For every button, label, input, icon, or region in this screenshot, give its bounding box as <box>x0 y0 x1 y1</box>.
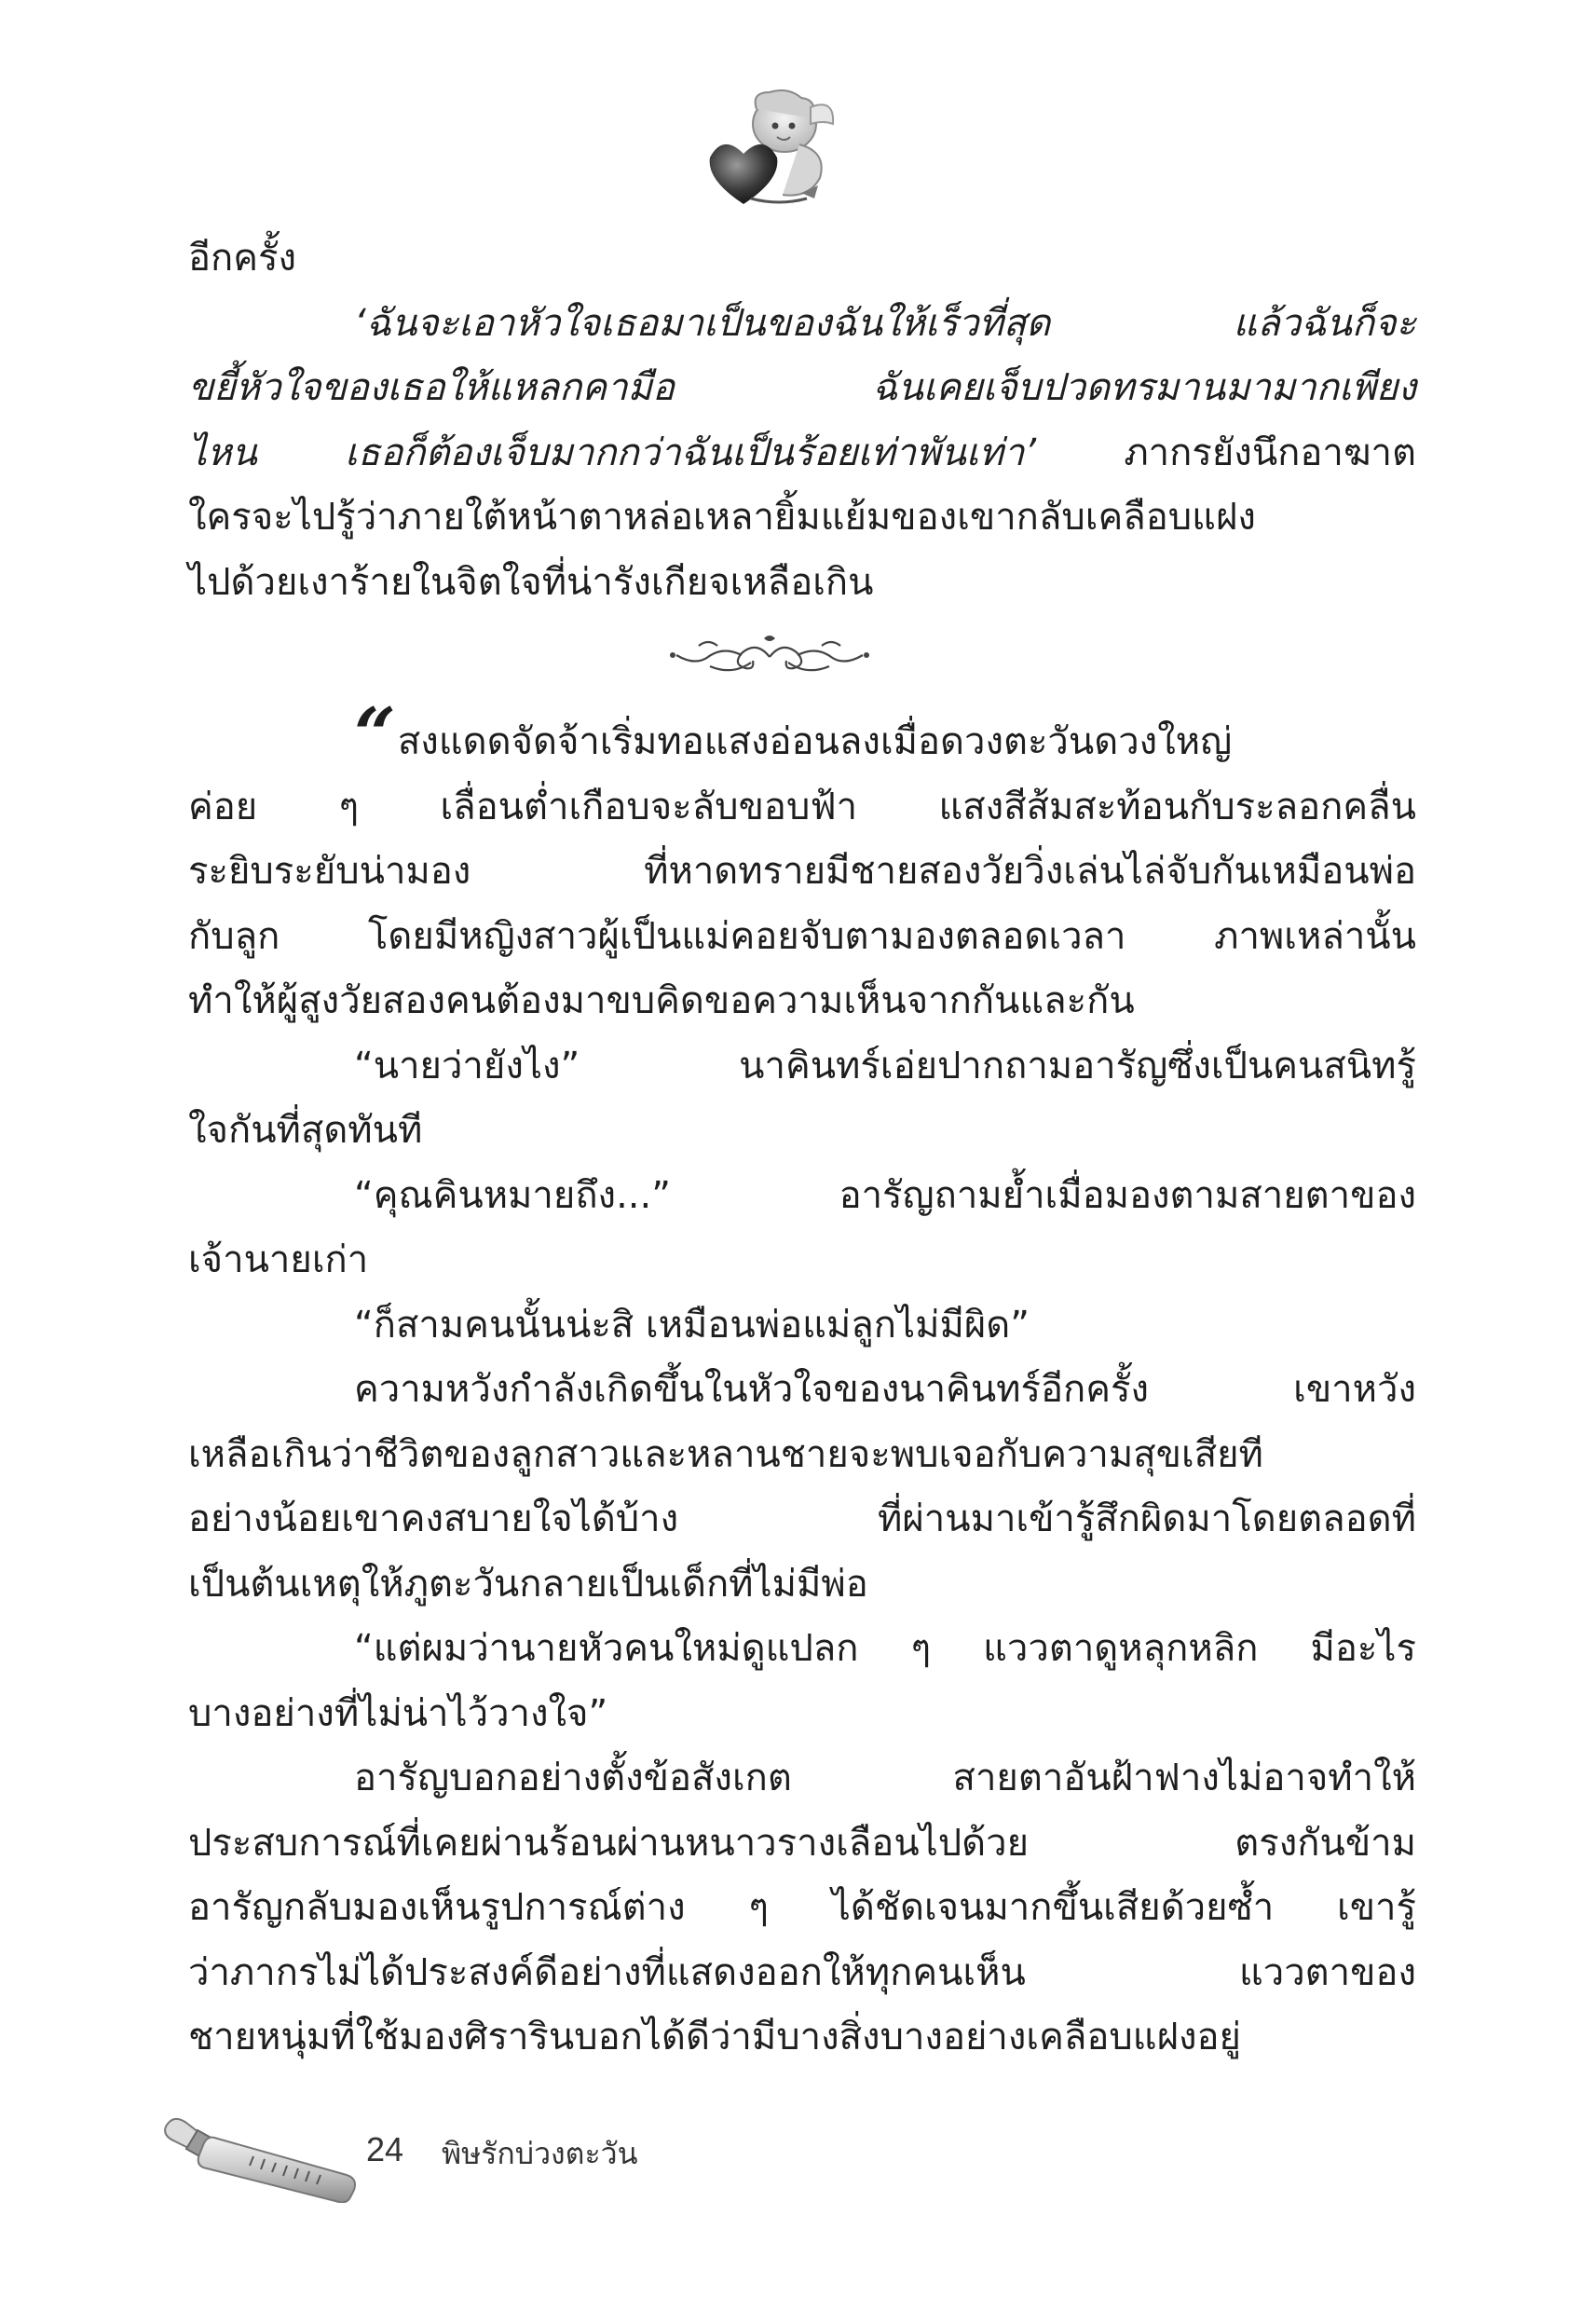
paragraph-line: อีกครั้ง <box>188 237 297 280</box>
narration-text: ภากรยังนึกอาฆาต <box>1036 431 1416 474</box>
paragraph-line: อารัญบอกอย่างตั้งข้อสังเกต สายตาอันฝ้าฟางไม่อาจทำให้ <box>354 1757 1416 1799</box>
paragraph-line: ใจกันที่สุดทันที <box>188 1109 423 1152</box>
paragraph-line: ไปด้วยเงาร้ายในจิตใจที่น่ารังเกียจเหลือเกิน <box>188 560 874 604</box>
page-number: 24 <box>366 2130 404 2168</box>
paragraph-line <box>188 692 1416 777</box>
paragraph-line: “ก็สามคนนั้นน่ะสิ เหมือนพ่อแม่ลูกไม่มีผิด” <box>354 1303 1030 1347</box>
baby-bottle-icon <box>160 2110 361 2203</box>
paragraph-line: “แต่ผมว่านายหัวคนใหม่ดูแปลก ๆ แววตาดูหลุกหลิก มีอะไร <box>354 1627 1416 1670</box>
paragraph-line: ใครจะไปรู้ว่าภายใต้หน้าตาหล่อเหลายิ้มแย้มของเขากลับเคลือบแฝง <box>188 496 1256 539</box>
cupid-with-heart-icon <box>699 89 839 214</box>
paragraph-line: อย่างน้อยเขาคงสบายใจได้บ้าง ที่ผ่านมาเข้ารู้สึกผิดมาโดยตลอดที่ <box>188 1497 1416 1540</box>
paragraph-line: “คุณคินหมายถึง...” อารัญถามย้ำเมื่อมองตามสายตาของ <box>354 1173 1416 1217</box>
inner-thought-text: ไหน เธอก็ต้องเจ็บมากกว่าฉันเป็นร้อยเท่าพันเท่า’ <box>188 431 1037 474</box>
paragraph-line: กับลูก โดยมีหญิงสาวผู้เป็นแม่คอยจับตามองตลอดเวลา ภาพเหล่านั้น <box>188 914 1416 958</box>
running-title: พิษรักบ่วงตะวัน <box>442 2136 638 2171</box>
paragraph-line: บางอย่างที่ไม่น่าไว้วางใจ” <box>188 1691 608 1735</box>
paragraph-line: ขยี้หัวใจของเธอให้แหลกคามือ ฉันเคยเจ็บปวดทรมานมามากเพียง <box>188 366 1416 409</box>
paragraph-line: อารัญกลับมองเห็นรูปการณ์ต่าง ๆ ได้ชัดเจนมากขึ้นเสียด้วยซ้ำ เขารู้ <box>188 1886 1416 1929</box>
paragraph-line: เป็นต้นเหตุให้ภูตะวันกลายเป็นเด็กที่ไม่มีพ่อ <box>188 1562 868 1606</box>
paragraph-line: ทำให้ผู้สูงวัยสองคนต้องมาขบคิดขอความเห็นจากกันและกัน <box>188 979 1135 1022</box>
passage-block-2 <box>188 692 1416 2071</box>
paragraph-line: ค่อย ๆ เลื่อนต่ำเกือบจะลับขอบฟ้า แสงสีส้มสะท้อนกับระลอกคลื่น <box>188 785 1416 828</box>
decorative-quote-mark: “ <box>354 692 390 777</box>
paragraph-line: เจ้านายเก่า <box>188 1238 369 1281</box>
paragraph-line: “นายว่ายังไง” นาคินทร์เอ่ยปากถามอารัญซึ่งเป็นคนสนิทรู้ <box>354 1044 1416 1087</box>
paragraph-line: ประสบการณ์ที่เคยผ่านร้อนผ่านหนาวรางเลือนไปด้วย ตรงกันข้าม <box>188 1821 1416 1865</box>
paragraph-line: ระยิบระยับน่ามอง ที่หาดทรายมีชายสองวัยวิ่งเล่นไล่จับกันเหมือนพ่อ <box>188 850 1416 893</box>
passage-block-1 <box>188 226 1416 615</box>
ornamental-divider-icon <box>662 633 878 681</box>
paragraph-line <box>188 421 1416 486</box>
paragraph-line: ว่าภากรไม่ได้ประสงค์ดีอย่างที่แสดงออกให้ทุกคนเห็น แววตาของ <box>188 1950 1416 1994</box>
paragraph-line-text: สงแดดจัดจ้าเริ่มทอแสงอ่อนลงเมื่อดวงตะวันดวงใหญ่ <box>397 720 1233 763</box>
paragraph-line: ความหวังกำลังเกิดขึ้นในหัวใจของนาคินทร์อีกครั้ง เขาหวัง <box>354 1368 1416 1411</box>
paragraph-line: เหลือเกินว่าชีวิตของลูกสาวและหลานชายจะพบเจอกับความสุขเสียที <box>188 1432 1263 1476</box>
paragraph-line: ‘ฉันจะเอาหัวใจเธอมาเป็นของฉันให้เร็วที่สุด แล้วฉันก็จะ <box>354 301 1416 345</box>
paragraph-line: ชายหนุ่มที่ใช้มองศิรารินบอกได้ดีว่ามีบางสิ่งบางอย่างเคลือบแฝงอยู่ <box>188 2016 1241 2058</box>
